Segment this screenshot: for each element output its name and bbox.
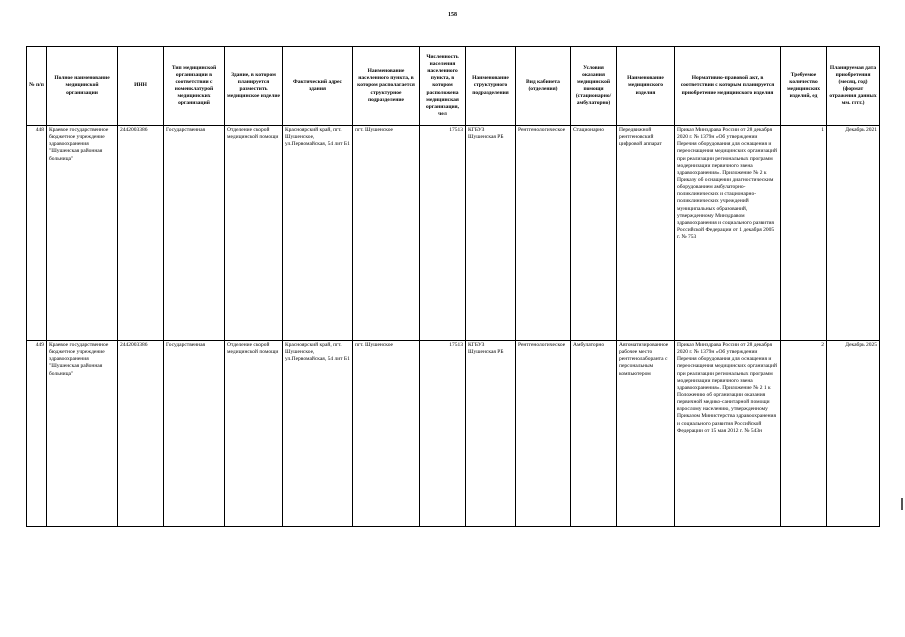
table-row <box>27 341 880 527</box>
table-row <box>27 126 880 341</box>
cell-address: Красноярский край, пгт. Шушенское, ул.Первомайская, 54 лит Б1 <box>283 126 353 341</box>
cell-building: Отделение скорой медицинской помощи <box>225 126 283 341</box>
cell-settlement: пгт. Шушенское <box>353 126 420 341</box>
col-header-building: Здание, в котором планируется разместить медицинское изделие <box>225 47 283 126</box>
cell-type: Государственная <box>164 341 225 527</box>
cell-population: 17513 <box>420 341 466 527</box>
col-header-inn: ИНН <box>118 47 164 126</box>
scan-edge-mark <box>901 498 903 510</box>
cell-device: Передвижной рентгеновский цифровой аппарат <box>617 126 675 341</box>
cell-inn: 2442003386 <box>118 341 164 527</box>
cell-conditions: Амбулаторно <box>571 341 617 527</box>
cell-population: 17513 <box>420 126 466 341</box>
cell-date: Декабрь 2025 <box>827 341 880 527</box>
col-header-address: Фактический адрес здания <box>283 47 353 126</box>
cell-cabinet: Рентгенологическое <box>516 341 571 527</box>
cell-no: 449 <box>27 341 47 527</box>
cell-date: Декабрь 2021 <box>827 126 880 341</box>
cell-address: Красноярский край, пгт. Шушенское, ул.Первомайская, 54 лит Б1 <box>283 341 353 527</box>
col-header-device: Наименование медицинского изделия <box>617 47 675 126</box>
cell-conditions: Стационарно <box>571 126 617 341</box>
cell-org: Краевое государственное бюджетное учреждение здравоохранения "Шушенская районная больница" <box>47 341 118 527</box>
cell-act: Приказ Минздрава России от 28 декабря 2020 г. № 1379н «Об утверждении Перечня оборудования для оснащения и переоснащения медицинских организаций при реализации региональных программ модернизации первичного звена здравоохранения». Приложение № 2 1 к Положению об организации оказания первичной медико-санитарной помощи взрослому населению, утвержденному Приказом Министерства здравоохранения и социального развития Российской Федерации от 15 мая 2012 г. № 543н <box>675 341 781 527</box>
cell-type: Государственная <box>164 126 225 341</box>
col-header-unit: Наименование структурного подразделения <box>466 47 516 126</box>
cell-building: Отделение скорой медицинской помощи <box>225 341 283 527</box>
col-header-org: Полное наименование медицинской организации <box>47 47 118 126</box>
cell-settlement: пгт. Шушенское <box>353 341 420 527</box>
cell-unit: КГБУЗ Шушенская РБ <box>466 341 516 527</box>
col-header-conditions: Условия оказания медицинской помощи (стационарно/амбулаторно) <box>571 47 617 126</box>
table-header-row <box>27 47 880 126</box>
col-header-settlement: Наименование населенного пункта, в котором располагается структурное подразделение <box>353 47 420 126</box>
col-header-type: Тип медицинской организации в соответствии с номенклатурой медицинских организаций <box>164 47 225 126</box>
cell-cabinet: Рентгенологическое <box>516 126 571 341</box>
col-header-date: Планируемая дата приобретения (месяц, год) (формат отражения данных мм. гггг.) <box>827 47 880 126</box>
cell-org: Краевое государственное бюджетное учреждение здравоохранения "Шушенская районная больница" <box>47 126 118 341</box>
cell-act: Приказ Минздрава России от 28 декабря 2020 г. № 1379н «Об утверждении Перечня оборудования для оснащения и переоснащения медицинских организаций при реализации региональных программ модернизации первичного звена здравоохранения». Приложение № 2 к Приказу об оснащении диагностическим оборудованием амбулаторно-поликлинических и стационарно-поликлинических учреждений муниципальных образований, утвержденному Минздравом здравоохранения и социального развития Российской Федерации от 1 декабря 2005 г. № 753 <box>675 126 781 341</box>
col-header-population: Численность населения населенного пункта, в котором расположена медицинская организация, чел <box>420 47 466 126</box>
col-header-cabinet: Вид кабинета (отделения) <box>516 47 571 126</box>
cell-unit: КГБУЗ Шушенская РБ <box>466 126 516 341</box>
col-header-act: Нормативно-правовой акт, в соответствии с которым планируется приобретение медицинского изделия <box>675 47 781 126</box>
cell-device: Автоматизированное рабочее место рентгенолаборанта с персональным компьютером <box>617 341 675 527</box>
cell-inn: 2442003386 <box>118 126 164 341</box>
col-header-qty: Требуемое количество медицинских изделий, ед <box>781 47 827 126</box>
equipment-table <box>26 46 880 527</box>
cell-qty: 2 <box>781 341 827 527</box>
page-number: 158 <box>448 12 457 18</box>
col-header-no: № п/п <box>27 47 47 126</box>
cell-no: 448 <box>27 126 47 341</box>
cell-qty: 1 <box>781 126 827 341</box>
